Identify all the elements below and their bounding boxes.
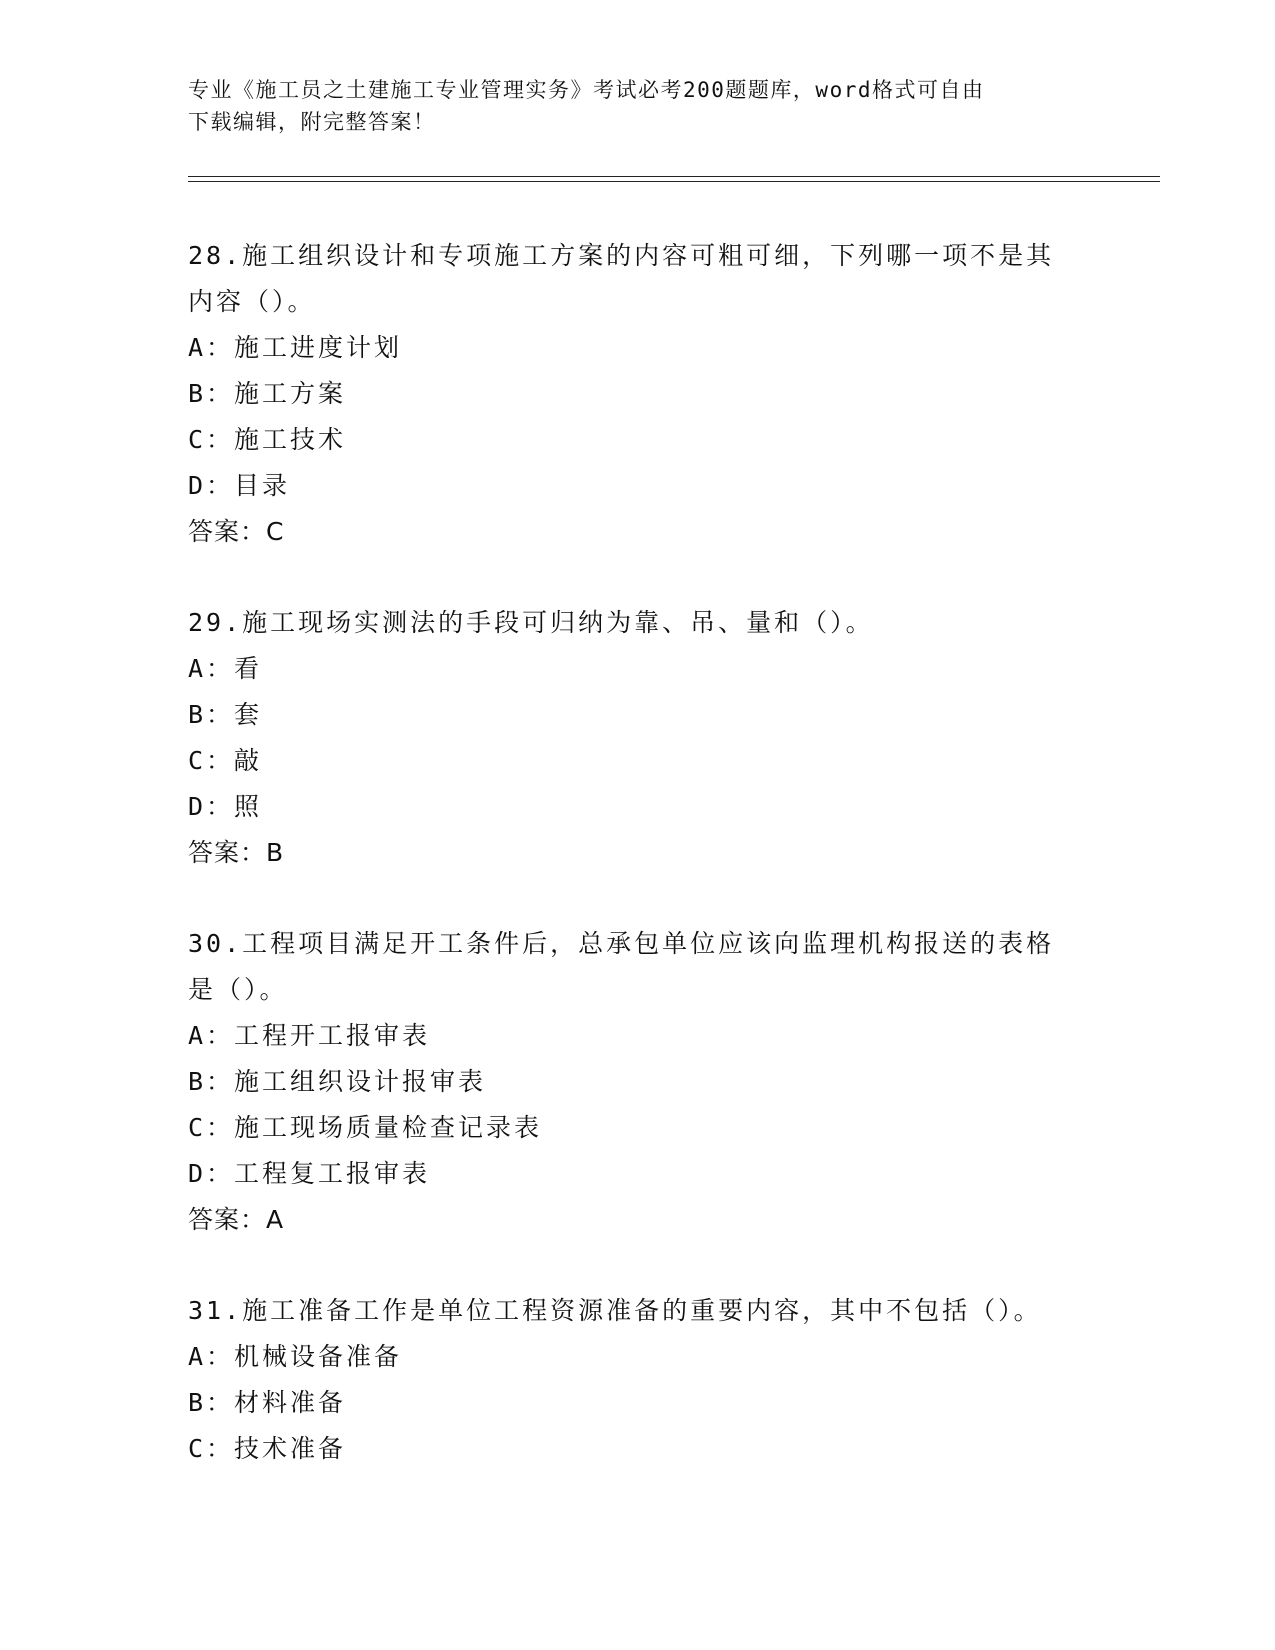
option-c: C：技术准备 [188, 1434, 347, 1463]
question-stem-line: 内容（）。 [188, 287, 316, 316]
question-stem-line: 是（）。 [188, 975, 288, 1004]
option-c: C：施工技术 [188, 425, 347, 454]
option-b: B：材料准备 [188, 1388, 347, 1417]
question-28 [188, 233, 1078, 555]
option-d: D：工程复工报审表 [188, 1159, 431, 1188]
question-stem-line: 29.施工现场实测法的手段可归纳为靠、吊、量和（）。 [188, 608, 874, 637]
question-31 [188, 1288, 1078, 1472]
option-a: A：看 [188, 654, 263, 683]
header-line-1: 专业《施工员之土建施工专业管理实务》考试必考200题题库，word格式可自由 [188, 78, 985, 102]
answer-line: 答案：B [188, 838, 285, 867]
option-b: B：套 [188, 700, 263, 729]
option-a: A：工程开工报审表 [188, 1021, 431, 1050]
document-header [188, 74, 1068, 138]
question-stem-line: 31.施工准备工作是单位工程资源准备的重要内容，其中不包括（）。 [188, 1296, 1042, 1325]
option-d: D：目录 [188, 471, 291, 500]
option-a: A：机械设备准备 [188, 1342, 403, 1371]
question-list [188, 233, 1078, 1517]
question-29 [188, 600, 1078, 876]
option-b: B：施工方案 [188, 379, 347, 408]
question-stem-line: 28.施工组织设计和专项施工方案的内容可粗可细，下列哪一项不是其 [188, 241, 1055, 270]
option-c: C：施工现场质量检查记录表 [188, 1113, 543, 1142]
option-a: A：施工进度计划 [188, 333, 403, 362]
header-divider-bottom [188, 181, 1160, 182]
question-30 [188, 921, 1078, 1243]
option-d: D：照 [188, 792, 263, 821]
header-line-2: 下载编辑，附完整答案！ [188, 110, 436, 134]
option-b: B：施工组织设计报审表 [188, 1067, 487, 1096]
option-c: C：敲 [188, 746, 263, 775]
question-stem-line: 30.工程项目满足开工条件后，总承包单位应该向监理机构报送的表格 [188, 929, 1055, 958]
answer-line: 答案：C [188, 517, 285, 546]
header-divider-top [188, 176, 1160, 177]
answer-line: 答案：A [188, 1205, 285, 1234]
